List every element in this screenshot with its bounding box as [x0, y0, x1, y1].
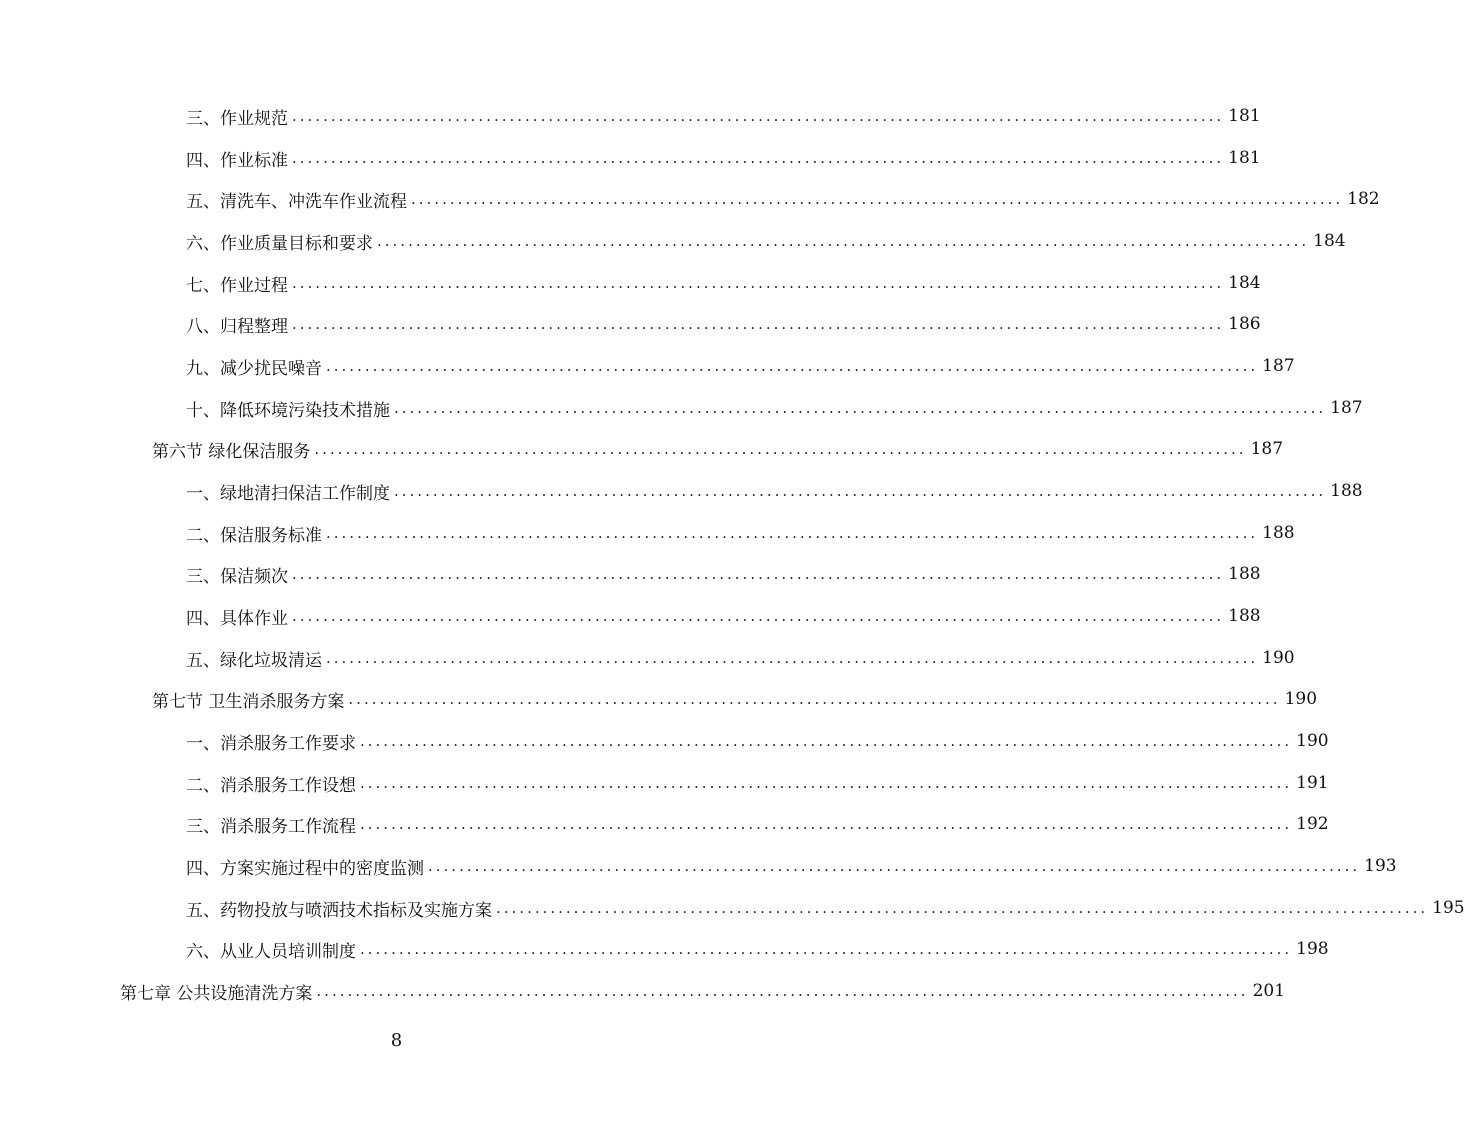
toc-entry[interactable]: [0, 184, 1380, 214]
page-number: 8: [390, 1030, 403, 1051]
toc-entry[interactable]: [0, 601, 1261, 631]
dot-leader: ........................................................................................................................: [360, 940, 1293, 958]
dot-leader: ........................................................................................................................: [496, 899, 1429, 917]
dot-leader: ........................................................................................................................: [292, 149, 1225, 167]
dot-leader: ........................................................................................................................: [326, 524, 1259, 542]
toc-entry-page: 181: [1228, 148, 1261, 168]
toc-entry-page: 184: [1313, 231, 1346, 251]
toc-entry[interactable]: [0, 643, 1295, 673]
toc-entry[interactable]: [0, 143, 1261, 173]
toc-entry-page: 195: [1432, 898, 1465, 918]
toc-entry-label: 第七章 公共设施清洗方案: [120, 983, 313, 1004]
toc-entry-page: 198: [1296, 939, 1329, 959]
toc-entry[interactable]: [0, 309, 1261, 339]
dot-leader: ........................................................................................................................: [360, 732, 1293, 750]
toc-entry-label: 四、具体作业: [186, 608, 288, 629]
dot-leader: ........................................................................................................................: [292, 565, 1225, 583]
toc-entry-label: 七、作业过程: [186, 275, 288, 296]
dot-leader: ........................................................................................................................: [377, 232, 1310, 250]
toc-entry-page: 188: [1228, 564, 1261, 584]
toc-entry[interactable]: [0, 768, 1329, 798]
toc-entry-label: 九、减少扰民噪音: [186, 358, 322, 379]
toc-entry-page: 184: [1228, 273, 1261, 293]
toc-entry-label: 五、药物投放与喷洒技术指标及实施方案: [186, 900, 492, 921]
dot-leader: ........................................................................................................................: [348, 690, 1281, 708]
dot-leader: ........................................................................................................................: [326, 357, 1259, 375]
toc-entry-label: 四、方案实施过程中的密度监测: [186, 858, 424, 879]
toc-entry-page: 188: [1228, 606, 1261, 626]
dot-leader: ........................................................................................................................: [314, 440, 1247, 458]
toc-entry[interactable]: [0, 726, 1329, 756]
toc-entry-page: 187: [1250, 439, 1284, 459]
toc-entry-page: 192: [1296, 814, 1329, 834]
toc-entry-page: 186: [1228, 314, 1261, 334]
toc-entry[interactable]: [0, 851, 1397, 881]
dot-leader: ........................................................................................................................: [292, 274, 1225, 292]
toc-entry-label: 三、保洁频次: [186, 566, 288, 587]
toc-entry-label: 二、消杀服务工作设想: [186, 775, 356, 796]
toc-entry-label: 三、消杀服务工作流程: [186, 816, 356, 837]
toc-entry[interactable]: [0, 393, 1363, 423]
toc-entry-label: 八、归程整理: [186, 316, 288, 337]
toc-entry[interactable]: [0, 684, 1318, 714]
dot-leader: ........................................................................................................................: [428, 857, 1361, 875]
toc-entry-label: 六、作业质量目标和要求: [186, 233, 373, 254]
toc-entry[interactable]: [0, 976, 1286, 1006]
toc-entry[interactable]: [0, 518, 1295, 548]
toc-entry[interactable]: [0, 101, 1261, 131]
toc-entry[interactable]: [0, 226, 1346, 256]
dot-leader: ........................................................................................................................: [360, 815, 1293, 833]
toc-entry-label: 一、绿地清扫保洁工作制度: [186, 483, 390, 504]
toc-entry-label: 第七节 卫生消杀服务方案: [152, 691, 345, 712]
toc-entry-label: 二、保洁服务标准: [186, 525, 322, 546]
toc-entry[interactable]: [0, 934, 1329, 964]
toc-entry-page: 188: [1262, 523, 1295, 543]
toc-entry-page: 188: [1330, 481, 1363, 501]
dot-leader: ........................................................................................................................: [292, 107, 1225, 125]
toc-entry[interactable]: [0, 351, 1295, 381]
toc-entry-label: 四、作业标准: [186, 150, 288, 171]
toc-entry-label: 五、绿化垃圾清运: [186, 650, 322, 671]
toc-entry-label: 六、从业人员培训制度: [186, 941, 356, 962]
dot-leader: ........................................................................................................................: [394, 399, 1327, 417]
dot-leader: ........................................................................................................................: [292, 607, 1225, 625]
toc-entry-page: 181: [1228, 106, 1261, 126]
toc-entry[interactable]: [0, 559, 1261, 589]
toc-entry-page: 190: [1296, 731, 1329, 751]
toc-entry-page: 201: [1252, 981, 1286, 1001]
toc-entry-page: 193: [1364, 856, 1397, 876]
toc-entry-page: 190: [1284, 689, 1318, 709]
toc-entry[interactable]: [0, 893, 1465, 923]
toc-entry-page: 182: [1347, 189, 1380, 209]
toc-entry-label: 十、降低环境污染技术措施: [186, 400, 390, 421]
toc-entry-label: 三、作业规范: [186, 108, 288, 129]
dot-leader: ........................................................................................................................: [326, 649, 1259, 667]
dot-leader: ........................................................................................................................: [360, 774, 1293, 792]
toc-entry[interactable]: [0, 268, 1261, 298]
toc-entry[interactable]: [0, 434, 1284, 464]
toc-entry[interactable]: [0, 809, 1329, 839]
dot-leader: ........................................................................................................................: [394, 482, 1327, 500]
dot-leader: ........................................................................................................................: [316, 982, 1249, 1000]
toc-entry-label: 一、消杀服务工作要求: [186, 733, 356, 754]
toc-entry-page: 187: [1330, 398, 1363, 418]
dot-leader: ........................................................................................................................: [411, 190, 1344, 208]
toc-entry-page: 191: [1296, 773, 1329, 793]
toc-entry-page: 187: [1262, 356, 1295, 376]
dot-leader: ........................................................................................................................: [292, 315, 1225, 333]
toc-entry-label: 第六节 绿化保洁服务: [152, 441, 311, 462]
toc-entry-label: 五、清洗车、冲洗车作业流程: [186, 191, 407, 212]
toc-entry[interactable]: [0, 476, 1363, 506]
toc-entry-page: 190: [1262, 648, 1295, 668]
